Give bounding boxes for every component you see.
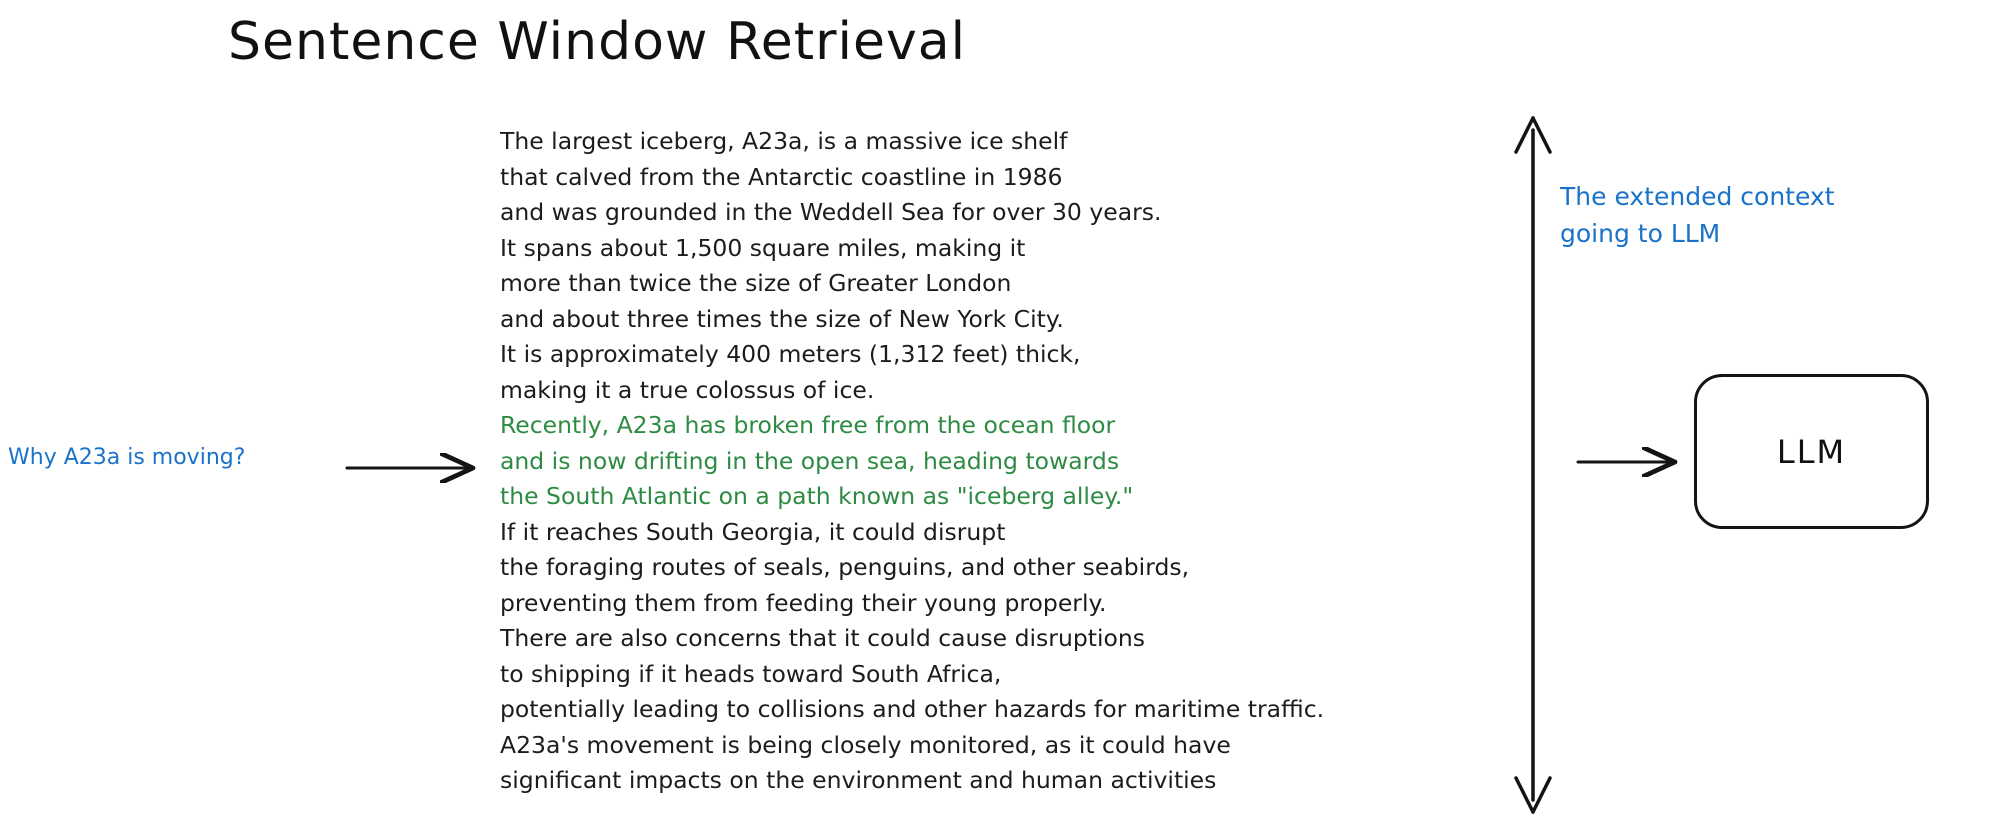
passage-line: more than twice the size of Greater London	[500, 269, 1012, 297]
passage-line: There are also concerns that it could cause disruptions	[500, 624, 1146, 652]
passage-line: and was grounded in the Weddell Sea for over 30 years.	[500, 198, 1162, 226]
passage-line: A23a's movement is being closely monitored, as it could have	[500, 730, 1231, 759]
passage-line: It is approximately 400 meters (1,312 feet) thick,	[500, 340, 1081, 368]
passage-line: preventing them from feeding their young properly.	[500, 588, 1107, 617]
annotation-line-2: going to LLM	[1560, 219, 1721, 248]
passage-line: If it reaches South Georgia, it could disrupt	[500, 517, 1006, 546]
passage-line: significant impacts on the environment and human activities	[500, 766, 1217, 794]
passage-line: The largest iceberg, A23a, is a massive ice shelf	[500, 127, 1068, 155]
passage-line-highlighted: the South Atlantic on a path known as "iceberg alley."	[500, 482, 1134, 510]
passage-line: making it a true colossus of ice.	[500, 375, 875, 404]
query-label: Why A23a is moving?	[8, 445, 246, 470]
passage-line: to shipping if it heads toward South Africa,	[500, 659, 1002, 688]
page-title: Sentence Window Retrieval	[228, 12, 967, 72]
passage-line: It spans about 1,500 square miles, making it	[500, 233, 1026, 262]
llm-label: LLM	[1776, 432, 1847, 471]
passage-line: potentially leading to collisions and other hazards for maritime traffic.	[500, 695, 1325, 723]
extended-context-span-arrow	[1516, 118, 1550, 812]
passage-line: that calved from the Antarctic coastline in 1986	[500, 162, 1063, 191]
annotation-line-1: The extended context	[1560, 182, 1835, 211]
passage-line-highlighted: and is now drifting in the open sea, heading towards	[500, 446, 1120, 475]
passage-line-highlighted: Recently, A23a has broken free from the ocean floor	[500, 411, 1116, 439]
passage-line: and about three times the size of New York City.	[500, 304, 1064, 333]
passage-line: the foraging routes of seals, penguins, and other seabirds,	[500, 553, 1190, 581]
